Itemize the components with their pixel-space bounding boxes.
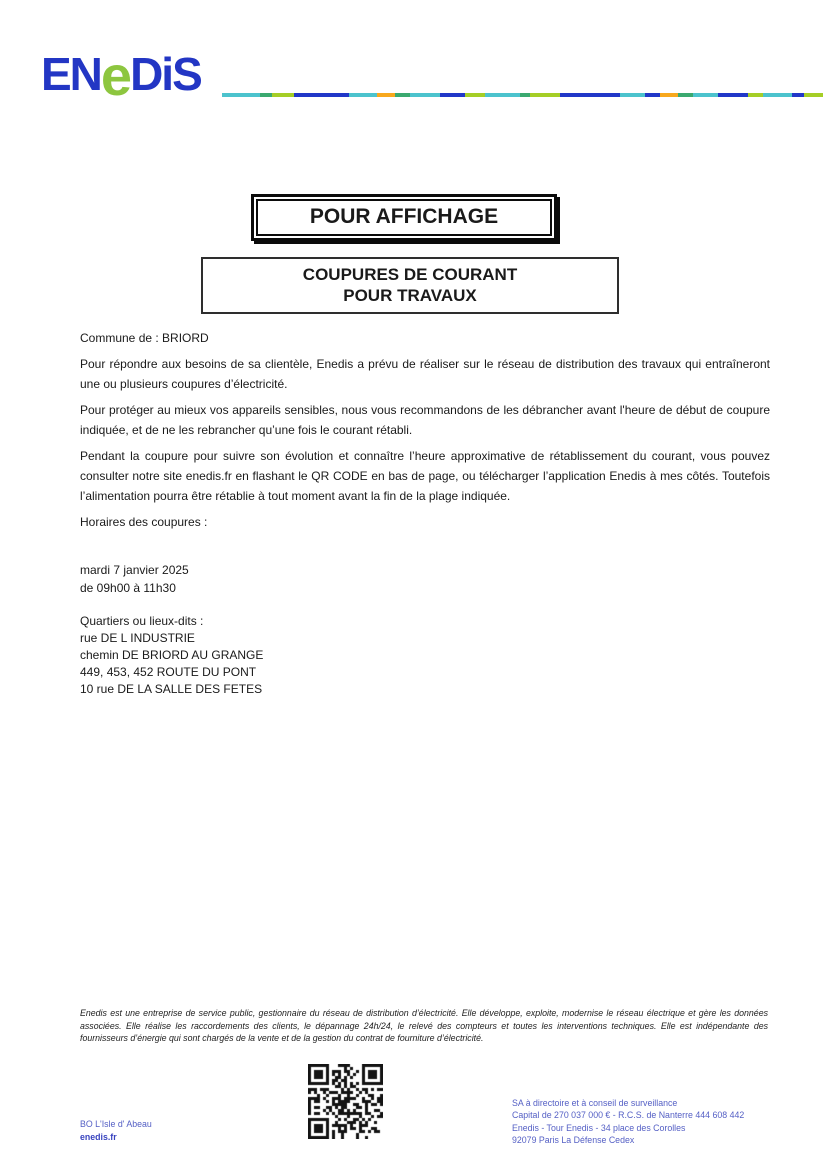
footer-office-name: BO L'Isle d' Abeau [80, 1119, 152, 1129]
footer-company-block [512, 1097, 744, 1146]
footer-company-line: Capital de 270 037 000 € - R.C.S. de Nanterre 444 608 442 [512, 1110, 745, 1121]
notice-title-box [201, 257, 619, 314]
notice-line-2: POUR TRAVAUX [343, 286, 477, 305]
paragraph-intro: Pour répondre aux besoins de sa clientèle, Enedis a prévu de réaliser sur le réseau de distribution des travaux qui entraîneront une ou plusieurs coupures d’électricité. [80, 357, 770, 391]
footer-company-line: Enedis - Tour Enedis - 34 place des Corolles [512, 1122, 686, 1133]
legal-paragraph: Enedis est une entreprise de service public, gestionnaire du réseau de distribution d’électricité. Elle développe, exploite, modernise le réseau électrique et gère les données associées. Elle réalise les raccordements des clients, le dépannage 24h/24, le relevé des compteurs et toutes les interventions techniques. Elle est indépendante des fournisseurs d’énergie qui sont chargés de la vente et de la gestion du contrat de fourniture d’électricité. [80, 1008, 768, 1044]
outage-locations [80, 613, 770, 698]
banner-title: POUR AFFICHAGE [256, 199, 552, 236]
body-content [80, 328, 770, 698]
footer-company-line: 92079 Paris La Défense Cedex [512, 1134, 635, 1145]
locations-label: Quartiers ou lieux-dits : [80, 614, 204, 628]
commune-line: Commune de : BRIORD [80, 331, 209, 345]
logo-text-blue-right: DiS [130, 48, 201, 100]
paragraph-advice: Pour protéger au mieux vos appareils sensibles, nous vous recommandons de les débrancher avant l'heure de début de coupure indiquée, et de ne les rebrancher qu’une fois le courant rétabli. [80, 403, 770, 437]
outage-schedule [80, 562, 770, 597]
pour-affichage-banner [251, 194, 557, 241]
logo-text-green-e: e [100, 44, 131, 107]
footer-website-link: enedis.fr [80, 1132, 117, 1142]
footer-office-block [80, 1118, 152, 1144]
paragraph-qrcode-info: Pendant la coupure pour suivre son évolution et connaître l’heure approximative de rétablissement du courant, vous pouvez consulter notre site enedis.fr en flashant le QR CODE en bas de page, ou télécharger l’application Enedis à mes côtés. Toutefois l’alimentation pourra être rétablie à tout moment avant la fin de la plage indiquée. [80, 449, 770, 503]
footer-company-line: SA à directoire et à conseil de surveillance [512, 1098, 678, 1108]
horaires-label: Horaires des coupures : [80, 515, 208, 529]
location-item: 449, 453, 452 ROUTE DU PONT [80, 665, 257, 679]
location-item: rue DE L INDUSTRIE [80, 631, 195, 645]
outage-date: mardi 7 janvier 2025 [80, 563, 189, 577]
location-item: 10 rue DE LA SALLE DES FETES [80, 682, 263, 696]
logo-text-blue-left: EN [41, 48, 101, 100]
notice-line-1: COUPURES DE COURANT [302, 265, 518, 284]
brand-color-divider [222, 93, 823, 97]
enedis-logo [41, 44, 201, 107]
qr-code [308, 1064, 383, 1139]
outage-time: de 09h00 à 11h30 [80, 580, 176, 595]
location-item: chemin DE BRIORD AU GRANGE [80, 648, 264, 662]
